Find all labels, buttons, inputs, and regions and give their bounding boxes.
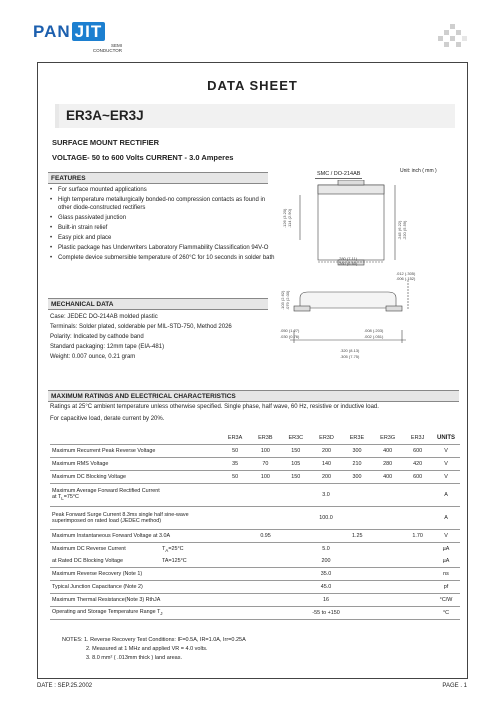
dim-text: .103 (2.62) [280,290,285,310]
mechanical-list [50,313,275,363]
table-row [50,607,460,620]
column-header: ER3C [288,435,304,441]
unit-label: Unit: inch ( mm ) [400,168,437,174]
table-row [50,543,460,556]
product-type: SURFACE MOUNT RECTIFIER [52,138,160,147]
row-label: Maximum RMS Voltage [50,458,220,471]
cell: 280 [372,458,403,471]
row-condition: TA=125°C [162,558,187,564]
table-row [50,581,460,594]
row-label: Typical Junction Capacitance (Note 2) [50,581,220,594]
cell: 100 [250,471,280,484]
footer-page: PAGE . 1 [442,683,467,689]
row-label-line: Peak Forward Surge Current 8.3ms single half sine-wave [52,512,189,518]
mechanical-item: Polarity: Indicated by cathode band [50,334,144,340]
cell: 600 [403,445,432,458]
cell: 3.0 [220,484,432,507]
package-label: SMC / DO-214AB [317,171,361,177]
dim-text: .280 (7.11) [338,256,358,261]
cell: -55 to +150 [220,607,432,620]
cell: 35 [220,458,250,471]
table-row [50,594,460,607]
feature-item: • Glass passivated junction [50,214,275,222]
dim-text: .126 (3.20) [282,208,287,228]
dim-text: .008 (.203) [364,328,384,333]
cell: 300 [342,471,372,484]
notes-block [62,636,246,663]
row-label [50,484,220,507]
row-label: Maximum Recurrent Peak Reverse Voltage [50,445,220,458]
feature-item: • Complete device submersible temperature of 260°C for 10 seconds in solder bath [50,254,275,262]
dim-text: .030 (0.76) [280,334,300,339]
logo-subtitle [72,43,122,53]
decorative-squares-icon [438,24,466,50]
unit-cell: µA [442,558,450,564]
row-label: Maximum Thermal Resistance(Note 3) RthJA [50,594,220,607]
ratings-note: Ratings at 25°C ambient temperature unless otherwise specified. Single phase, half wave, 60 Hz, resistive or inductive load. [50,404,379,410]
cell: 200 [311,471,342,484]
row-label-text: at T [52,494,62,501]
part-number-bar [55,104,59,128]
table-header-row [50,432,460,445]
unit-cell: V [432,471,460,484]
feature-item: • Plastic package has Underwriters Laboratory Flammability Classification 94V-O [50,244,275,252]
features-heading: FEATURES [48,172,268,184]
dim-text: .012 (.305) [396,271,416,276]
logo-jit: JIT [72,22,106,41]
table-row [50,445,460,458]
row-label-text: at Rated DC Blocking Voltage [52,558,124,564]
column-header: ER3G [380,435,396,441]
dim-text: .260 (6.60) [338,261,358,266]
mechanical-item: Standard packaging: 12mm tape (EIA-481) [50,344,165,350]
footer-date: DATE : SEP.25.2002 [37,683,93,689]
cell: 35.0 [220,568,432,581]
row-label [50,543,220,556]
dim-text: .305 (7.75) [340,354,360,359]
row-label: Maximum DC Blocking Voltage [50,471,220,484]
mechanical-item: Weight: 0.007 ounce, 0.21 gram [50,354,136,360]
row-label-line: superimposed on rated load (JEDEC method) [52,518,162,524]
column-header: ER3E [349,435,365,441]
package-outline-drawing [280,180,430,375]
row-label-text: Maximum DC Reverse Current [52,546,126,552]
feature-item: • Easy pick and place [50,234,275,242]
note-line: NOTES: 1. Reverse Recovery Test Conditions: IF=0.5A, IR=1.0A, Irr=0.25A [62,637,246,643]
cell: 100 [250,445,280,458]
cell: 45.0 [220,581,432,594]
cell: 105 [280,458,311,471]
table-row [50,471,460,484]
unit-cell: A [432,507,460,530]
row-label: Maximum Instantaneous Forward Voltage at 3.0A [50,530,220,543]
cell: 16 [220,594,432,607]
cell: 50 [220,445,250,458]
feature-item: • For surface mounted applications [50,186,275,194]
cell: 50 [220,471,250,484]
dim-text: .002 (.051) [364,334,384,339]
feature-item: • High temperature metallurgically bonded-no compression contacts as found in other diode-constructed rectifiers [50,196,275,212]
table-row [50,458,460,471]
features-list [50,186,275,264]
row-label-line: Maximum Average Forward Rectified Current [52,488,160,495]
ratings-table [50,432,460,620]
row-label-text: Operating and Storage Temperature Range T [52,609,161,616]
unit-cell: pf [432,581,460,594]
unit-cell: A [432,484,460,507]
row-condition [162,546,184,553]
note-line: 2. Measured at 1 MHz and applied VR = 4.0 volts. [86,646,208,652]
logo-sub-line2: CONDUCTOR [92,48,122,53]
row-label-subscript: J [160,611,163,617]
cell: 150 [280,471,311,484]
row-label-line [52,494,218,501]
unit-cell: V [432,530,460,543]
table-row [50,507,460,530]
unit-cell: °C/W [432,594,460,607]
cell: 200 [321,558,331,564]
column-header: ER3A [227,435,243,441]
ratings-note: For capacitive load, derate current by 20%. [50,416,165,422]
cell: 1.70 [403,530,432,543]
row-label [50,555,220,568]
units-header: UNITS [437,435,455,441]
unit-cell: °C [432,607,460,620]
cell: 400 [372,471,403,484]
feature-item: • Built-in strain relief [50,224,275,232]
brand-logo [33,22,105,42]
condition-text: T [162,546,166,552]
dim-text: .114 (2.90) [287,208,292,228]
mechanical-item: Case: JEDEC DO-214AB molded plastic [50,314,158,320]
unit-cell: V [432,445,460,458]
column-header: ER3D [319,435,334,441]
dim-text: .245 (6.22) [397,220,402,240]
cell: 300 [342,445,372,458]
mechanical-item: Terminals: Solder plated, solderable per MIL-STD-750, Method 2026 [50,324,232,330]
cell: 1.25 [311,530,403,543]
part-number: ER3A~ER3J [66,108,144,123]
row-label-subscript: L [61,496,64,502]
row-label-text: =75°C [63,494,79,501]
unit-cell: ns [432,568,460,581]
cell: 70 [250,458,280,471]
dim-text: .050 (1.27) [280,328,300,333]
page-title: DATA SHEET [207,78,298,93]
cell: 600 [403,471,432,484]
unit-cell: V [432,458,460,471]
logo-pan: PAN [33,22,71,41]
condition-subscript: A [165,548,169,554]
dim-text: .320 (8.13) [340,348,360,353]
column-header: ER3B [258,435,273,441]
dim-text: .079 (2.00) [285,290,290,310]
cell: 0.95 [220,530,311,543]
dim-text: .006 (.152) [396,276,416,281]
row-label: Maximum Reverse Recovery (Note 1) [50,568,220,581]
cell: 400 [372,445,403,458]
ratings-heading: MAXIMUM RATINGS AND ELECTRICAL CHARACTERISTICS [48,390,459,402]
condition-text: =25°C [168,546,184,552]
cell: 420 [403,458,432,471]
mechanical-heading: MECHANICAL DATA [48,298,268,310]
note-line: 3. 8.0 mm² ( .013mm thick ) land areas. [86,655,182,661]
row-label [50,507,220,530]
cell: 140 [311,458,342,471]
dim-text: .220 (5.59) [402,220,407,240]
cell: 100.0 [220,507,432,530]
table-row [50,555,460,568]
cell: 200 [311,445,342,458]
cell: 150 [280,445,311,458]
unit-cell: µA [432,543,460,556]
table-row [50,484,460,507]
voltage-current-spec: VOLTAGE- 50 to 600 Volts CURRENT - 3.0 Amperes [52,153,234,162]
logo-sub-line1: SEMI [110,43,122,48]
column-header: ER3J [410,435,425,441]
table-row [50,530,460,543]
table-row [50,568,460,581]
cell: 210 [342,458,372,471]
row-label [50,607,220,620]
cell: 5.0 [220,543,432,556]
